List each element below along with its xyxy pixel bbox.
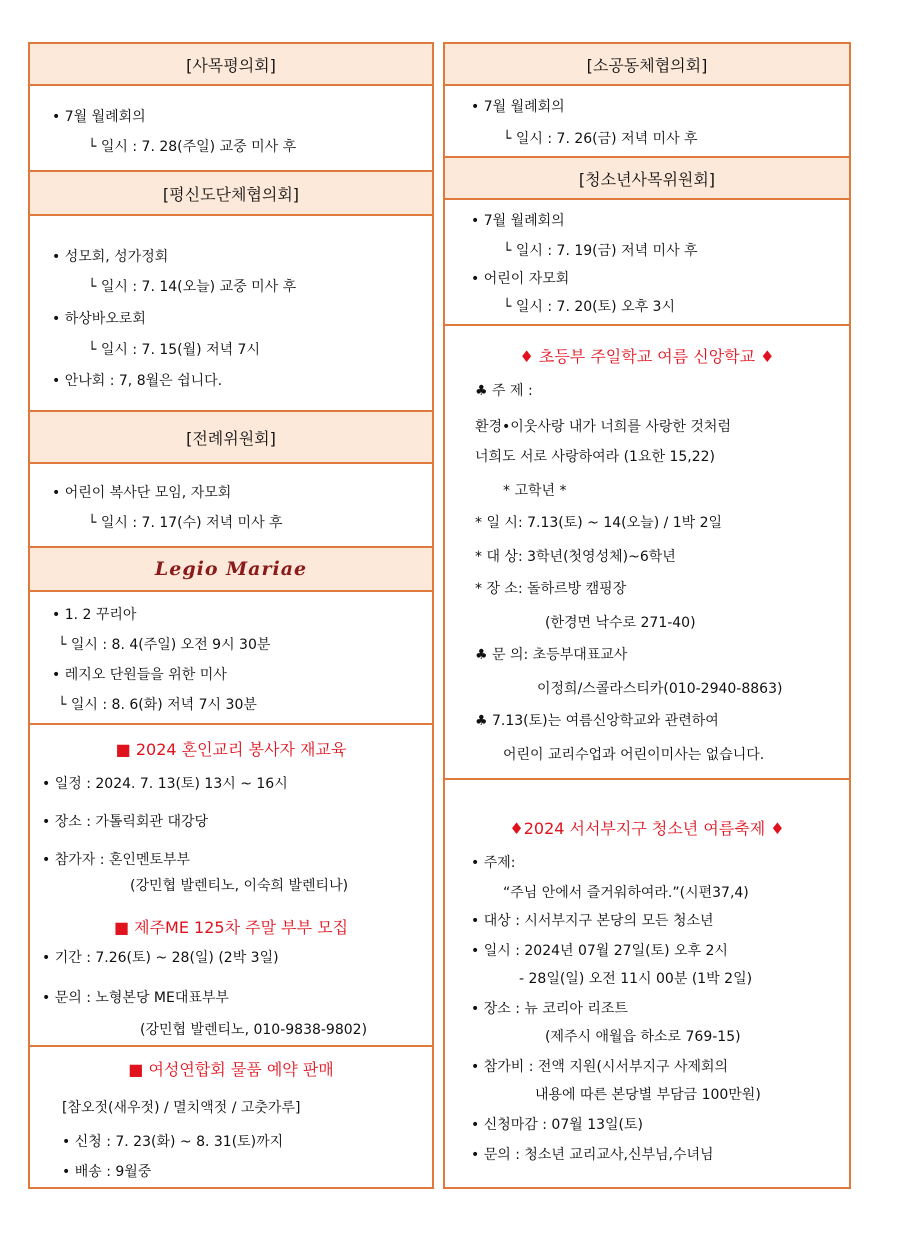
line: (강민협 발렌티노, 010-9838-9802) xyxy=(140,1022,368,1038)
liturgy-committee-header xyxy=(30,412,432,464)
line: [참오젓(새우젓) / 멸치액젓 / 고춧가루] xyxy=(62,1100,301,1116)
line: • 참가비 : 전액 지원(시서부지구 사제회의 xyxy=(471,1059,729,1075)
line: • 어린이 복사단 모임, 자모회 xyxy=(52,485,232,501)
line: * 일 시: 7.13(토) ~ 14(오늘) / 1박 2일 xyxy=(475,515,723,531)
me-title: ■ 제주ME 125차 주말 부부 모집 xyxy=(113,918,349,937)
line: • 어린이 자모회 xyxy=(471,271,570,287)
line: └ 일시 : 7. 20(토) 오후 3시 xyxy=(503,299,675,315)
line: • 기간 : 7.26(토) ~ 28(일) (2박 3일) xyxy=(42,950,279,966)
line: └ 일시 : 7. 17(수) 저녁 미사 후 xyxy=(88,515,283,531)
line: 너희도 서로 사랑하여라 (1요한 15,22) xyxy=(475,449,715,465)
line: 내용에 따른 본당별 부담금 100만원) xyxy=(535,1087,761,1103)
line: • 문의 : 노형본당 ME대표부부 xyxy=(42,990,229,1006)
pastoral-council-section xyxy=(30,86,432,172)
pastoral-council-header xyxy=(30,44,432,86)
liturgy-committee-section xyxy=(30,464,432,548)
line: (제주시 애월읍 하소로 769-15) xyxy=(545,1029,741,1045)
line: • 장소 : 뉴 코리아 리조트 xyxy=(471,1001,628,1017)
festival-title: ♦2024 서서부지구 청소년 여름축제 ♦ xyxy=(509,819,785,838)
line: - 28일(일) 오전 11시 00분 (1박 2일) xyxy=(519,971,753,987)
line: • 7월 월례회의 xyxy=(52,109,146,125)
line: • 대상 : 시서부지구 본당의 모든 청소년 xyxy=(471,913,714,929)
line: • 일시 : 2024년 07월 27일(토) 오후 2시 xyxy=(471,943,728,959)
line: └ 일시 : 7. 15(월) 저녁 7시 xyxy=(88,342,260,358)
line: └ 일시 : 7. 26(금) 저녁 미사 후 xyxy=(503,131,698,147)
section-title: [소공동체협의회] xyxy=(586,55,708,75)
line: ♣ 7.13(토)는 여름신앙학교와 관련하여 xyxy=(475,713,719,729)
youth-committee-section xyxy=(445,200,849,326)
small-community-header xyxy=(445,44,849,86)
legio-mariae-header xyxy=(30,548,432,592)
line: • 7월 월례회의 xyxy=(471,213,565,229)
line: * 대 상: 3학년(첫영성체)~6학년 xyxy=(475,549,676,565)
section-title: [청소년사목위원회] xyxy=(578,169,716,189)
youth-committee-header xyxy=(445,158,849,200)
line: • 일정 : 2024. 7. 13(토) 13시 ~ 16시 xyxy=(42,776,288,792)
line: ♣ 주 제 : xyxy=(475,383,533,399)
line: (한경면 낙수로 271-40) xyxy=(545,615,696,631)
line: • 레지오 단원들을 위한 미사 xyxy=(52,667,227,683)
lay-council-header xyxy=(30,172,432,216)
line: └ 일시 : 8. 6(화) 저녁 7시 30분 xyxy=(58,697,257,713)
section-title: [전례위원회] xyxy=(186,428,276,448)
right-column xyxy=(443,42,851,1189)
line: • 안나회 : 7, 8월은 쉽니다. xyxy=(52,373,223,389)
line: └ 일시 : 7. 28(주일) 교중 미사 후 xyxy=(88,139,297,155)
line: 어린이 교리수업과 어린이미사는 없습니다. xyxy=(503,747,765,763)
marriage-title: ■ 2024 혼인교리 봉사자 재교육 xyxy=(115,740,347,759)
marriage-section xyxy=(30,725,432,1047)
line: 환경•이웃사랑 내가 너희를 사랑한 것처럼 xyxy=(475,419,731,435)
line: ♣ 문 의: 초등부대표교사 xyxy=(475,647,628,663)
line: 이정희/스콜라스티카(010-2940-8863) xyxy=(537,681,783,697)
line: └ 일시 : 7. 19(금) 저녁 미사 후 xyxy=(503,243,698,259)
faith-school-title: ♦ 초등부 주일학교 여름 신앙학교 ♦ xyxy=(519,347,775,366)
section-title: Legio Mariae xyxy=(154,558,308,580)
line: • 성모회, 성가정회 xyxy=(52,249,169,265)
line: • 1. 2 꾸리아 xyxy=(52,607,137,623)
lay-council-section xyxy=(30,216,432,412)
section-title: [사목평의회] xyxy=(186,55,276,75)
line: • 참가자 : 혼인멘토부부 xyxy=(42,852,191,868)
line: * 장 소: 돌하르방 캠핑장 xyxy=(475,581,627,597)
line: * 고학년 * xyxy=(503,483,567,499)
line: • 신청 : 7. 23(화) ~ 8. 31(토)까지 xyxy=(62,1134,284,1150)
line: └ 일시 : 8. 4(주일) 오전 9시 30분 xyxy=(58,637,271,653)
women-title: ■ 여성연합회 물품 예약 판매 xyxy=(128,1060,334,1079)
section-title: [평신도단체협의회] xyxy=(162,184,300,204)
legio-mariae-section xyxy=(30,592,432,725)
line: “주님 안에서 즐거워하여라.”(시편37,4) xyxy=(503,885,749,901)
line: • 배송 : 9월중 xyxy=(62,1164,152,1180)
line: • 7월 월례회의 xyxy=(471,99,565,115)
line: • 주제: xyxy=(471,855,516,871)
small-community-section xyxy=(445,86,849,158)
youth-festival-section xyxy=(445,780,849,1185)
summer-faith-school-section xyxy=(445,326,849,780)
left-column xyxy=(28,42,434,1189)
line: (강민협 발렌티노, 이숙희 발렌티나) xyxy=(130,878,349,894)
line: • 장소 : 가톨릭회관 대강당 xyxy=(42,814,209,830)
line: └ 일시 : 7. 14(오늘) 교중 미사 후 xyxy=(88,279,297,295)
line: • 문의 : 청소년 교리교사,신부님,수녀님 xyxy=(471,1147,714,1163)
line: • 신청마감 : 07월 13일(토) xyxy=(471,1117,643,1133)
line: • 하상바오로회 xyxy=(52,311,146,327)
women-association-section xyxy=(30,1047,432,1187)
